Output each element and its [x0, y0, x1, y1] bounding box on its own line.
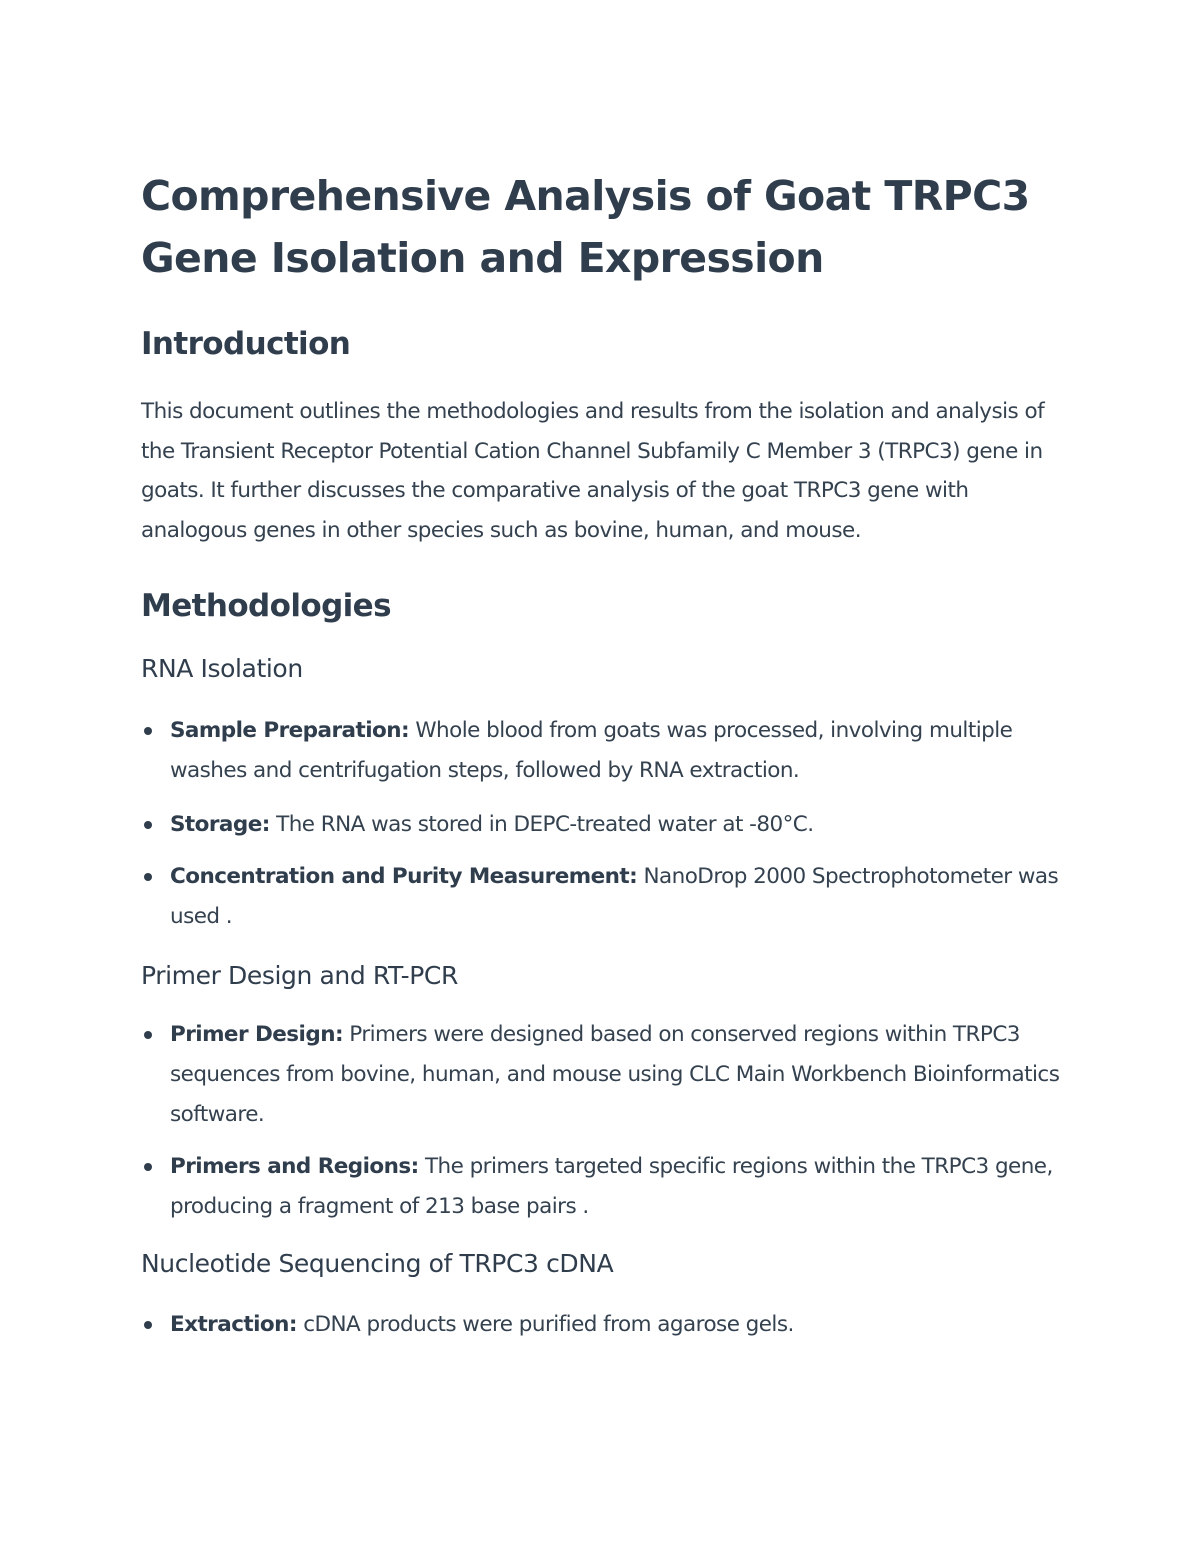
bullet-icon	[144, 873, 152, 881]
primer-design-list	[141, 1015, 1060, 1227]
item-text: Primers were designed based on conserved regions within TRPC3 sequences from bovine, human, and mouse using CLC Main Workbench Bioinformatics software.	[170, 1022, 1060, 1128]
item-label: Storage:	[170, 812, 270, 838]
bullet-icon	[144, 1031, 152, 1039]
rna-isolation-heading: RNA Isolation	[141, 654, 303, 684]
item-label: Primer Design:	[170, 1022, 343, 1048]
item-text: cDNA products were purified from agarose gels.	[296, 1312, 794, 1338]
item-label: Primers and Regions:	[170, 1154, 419, 1180]
list-item	[141, 1305, 1060, 1345]
item-text: NanoDrop 2000 Spectrophotometer was used .	[170, 864, 1059, 930]
list-item	[141, 1015, 1060, 1135]
introduction-body: This document outlines the methodologies and results from the isolation and analysis of the Transient Receptor Potential Cation Channel Subfamily C Member 3 (TRPC3) gene in goats. It further discusses the comparative analysis of the goat TRPC3 gene with analogous genes in other species such as bovine, human, and mouse.	[141, 399, 1045, 543]
bullet-icon	[144, 821, 152, 829]
bullet-icon	[144, 1163, 152, 1171]
sequencing-heading: Nucleotide Sequencing of TRPC3 cDNA	[141, 1249, 614, 1279]
list-item	[141, 805, 1060, 845]
sequencing-list	[141, 1305, 1060, 1345]
item-text: Whole blood from goats was processed, involving multiple washes and centrifugation steps, followed by RNA extraction.	[170, 718, 1013, 784]
item-text: The RNA was stored in DEPC-treated water at -80°C.	[269, 812, 814, 838]
list-item	[141, 857, 1060, 937]
introduction-heading: Introduction	[141, 326, 351, 362]
primer-design-heading: Primer Design and RT-PCR	[141, 961, 458, 991]
item-label: Extraction:	[170, 1312, 297, 1338]
item-label: Sample Preparation:	[170, 718, 410, 744]
bullet-icon	[144, 727, 152, 735]
list-item	[141, 711, 1060, 791]
item-text: The primers targeted specific regions within the TRPC3 gene, producing a fragment of 213 base pairs .	[170, 1154, 1053, 1220]
list-item	[141, 1147, 1060, 1227]
bullet-icon	[144, 1321, 152, 1329]
rna-isolation-list	[141, 711, 1060, 937]
item-label: Concentration and Purity Measurement:	[170, 864, 638, 890]
document-title: Comprehensive Analysis of Goat TRPC3 Gene Isolation and Expression	[141, 172, 1030, 282]
methodologies-heading: Methodologies	[141, 588, 391, 625]
